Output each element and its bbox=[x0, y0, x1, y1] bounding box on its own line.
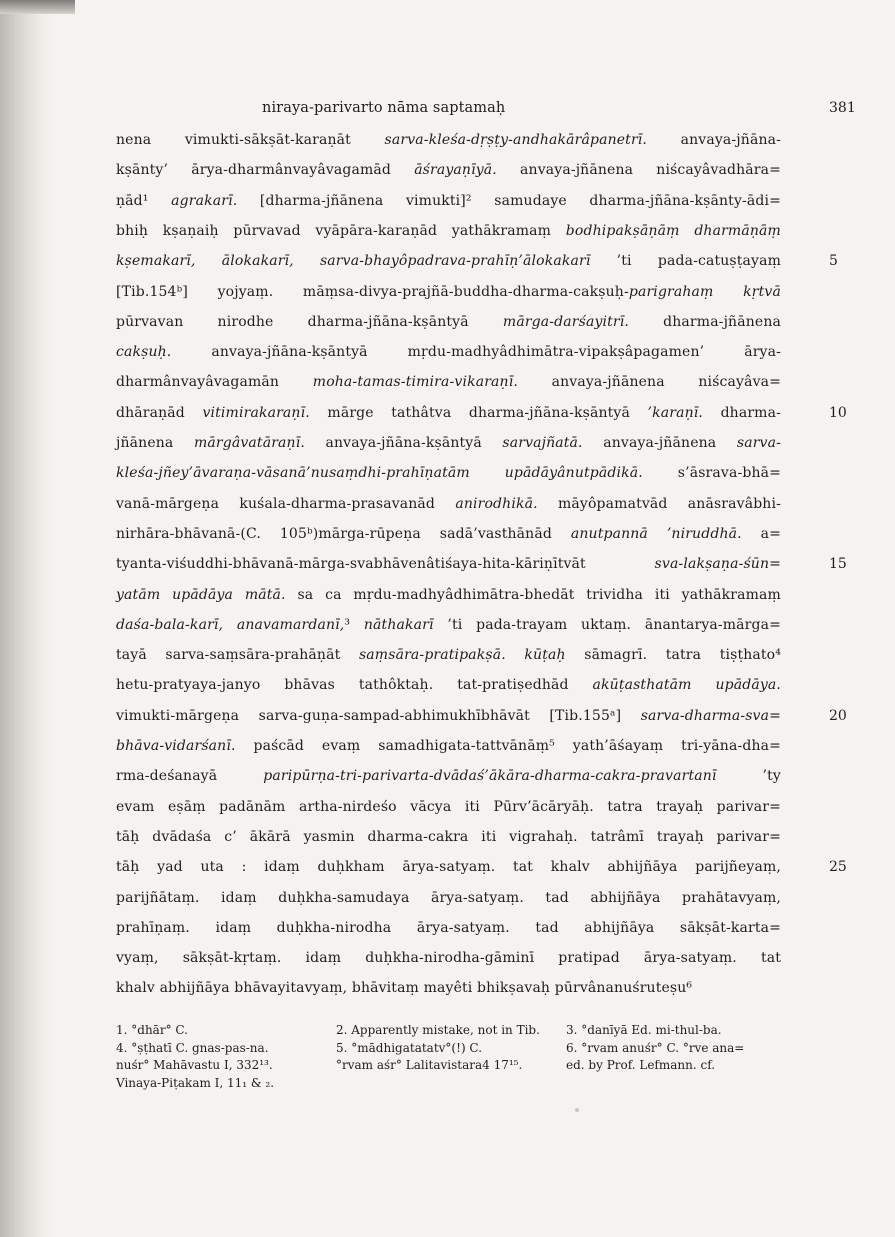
text-segment: dharma- bbox=[703, 404, 781, 421]
text-segment: tyanta-viśuddhi-bhāvanā-mārga-svabhāvenâtiśaya-hita-kāriṇītvāt bbox=[116, 556, 655, 573]
text-line bbox=[116, 342, 781, 362]
text-segment: paścād evaṃ samadhigata-tattvānāṃ⁵ yath’āśayaṃ tri-yāna-dha= bbox=[235, 738, 781, 754]
italic-text-segment: yatām upādāya mātā. bbox=[116, 586, 286, 603]
text-segment: vyaṃ, sākṣāt-kṛtaṃ. idaṃ duḥkha-nirodha-gāminī pratipad ārya-satyaṃ. tat bbox=[116, 950, 781, 967]
text-line bbox=[116, 372, 781, 392]
italic-text-segment: sarva-dharma-sva= bbox=[640, 707, 781, 724]
text-line bbox=[116, 766, 781, 786]
text-segment: sāmagrī. tatra tiṣṭhato⁴ bbox=[565, 647, 781, 664]
page-number: 381 bbox=[829, 100, 856, 116]
text-line bbox=[116, 706, 781, 726]
text-segment: vimukti-mārgeṇa sarva-guṇa-sampad-abhimukhībhāvāt [Tib.155ᵃ] bbox=[116, 707, 641, 724]
footnote-entry: 6. °rvam anuśr° C. °rve ana= bbox=[566, 1040, 745, 1055]
margin-line-number: 10 bbox=[829, 404, 847, 421]
italic-text-segment: ’karaṇī. bbox=[647, 404, 703, 421]
text-line bbox=[116, 191, 781, 211]
italic-text-segment: anirodhikā. bbox=[455, 495, 538, 512]
text-line bbox=[116, 221, 781, 241]
italic-text-segment: anutpannā ’niruddhā. bbox=[570, 525, 742, 542]
italic-text-segment: āśrayaṇīyā. bbox=[414, 162, 497, 179]
text-segment bbox=[506, 647, 525, 663]
text-segment: evam eṣāṃ padānām artha-nirdeśo vācya iti Pūrv’ācāryāḥ. tatra trayaḥ parivar= bbox=[116, 798, 781, 815]
text-line bbox=[116, 888, 781, 908]
text-segment: rma-deśanayā bbox=[116, 768, 264, 785]
text-segment: [dharma-jñānena vimukti]² samudaye dharma-jñāna-kṣānty-ādi= bbox=[237, 192, 781, 209]
paper-speck bbox=[575, 1108, 579, 1112]
text-line bbox=[116, 463, 781, 483]
text-segment: dharmânvayâvagamān bbox=[116, 374, 313, 391]
italic-text-segment: kṣemakarī, ālokakarī, sarva-bhayôpadrava-prahīṇ’ālokakarī bbox=[116, 253, 591, 270]
footnote-entry: 4. °ṣṭhatī C. gnas-pas-na. bbox=[116, 1040, 269, 1055]
text-line bbox=[116, 282, 781, 302]
text-segment: dharma-jñānena bbox=[628, 313, 781, 330]
text-segment: hetu-pratyaya-janyo bhāvas tathôktaḥ. tat-pratiṣedhād bbox=[116, 677, 593, 694]
footnote-entry: nuśr° Mahāvastu I, 332¹³. bbox=[116, 1058, 273, 1072]
italic-text-segment: daśa-bala-karī, anavamardanī, bbox=[116, 616, 345, 633]
text-segment: māyôpamatvād anāsravâbhi- bbox=[537, 495, 781, 512]
text-line bbox=[116, 433, 781, 453]
italic-text-segment: saṃsāra-pratipakṣā. bbox=[358, 647, 506, 664]
text-segment: a= bbox=[741, 525, 782, 542]
italic-text-segment: sarva-kleśa-dṛṣṭy-andhakārâpanetrī. bbox=[384, 132, 648, 148]
scanned-page-edge-shadow bbox=[0, 0, 52, 1237]
text-line bbox=[116, 797, 781, 817]
text-segment: [Tib.154ᵇ] yojyaṃ. māṃsa-divya-prajñā-buddha-dharma-cakṣuḥ- bbox=[116, 283, 629, 300]
text-segment: ṇād¹ bbox=[116, 192, 172, 209]
margin-line-number: 5 bbox=[829, 253, 838, 270]
italic-text-segment: bhāva-vidarśanī. bbox=[116, 738, 236, 754]
text-segment: ’ty bbox=[716, 768, 781, 785]
footnote-entry: 3. °danīyā Ed. mi-thul-ba. bbox=[566, 1023, 722, 1037]
text-segment: khalv abhijñāya bhāvayitavyaṃ, bhāvitaṃ mayêti bhikṣavaḥ pūrvânanuśruteṣu⁶ bbox=[116, 980, 693, 997]
footnote-entry: Vinaya-Piṭakam I, 11₁ & ₂. bbox=[116, 1075, 275, 1090]
text-line bbox=[116, 494, 781, 514]
text-line bbox=[116, 251, 781, 271]
text-segment: tayā sarva-saṃsāra-prahāṇāt bbox=[116, 647, 359, 664]
footnote-entry: 1. °dhār° C. bbox=[116, 1023, 188, 1037]
italic-text-segment: sarva- bbox=[736, 435, 781, 451]
margin-line-number: 20 bbox=[829, 707, 847, 724]
text-segment: anvaya-jñānena niścayâva= bbox=[517, 374, 782, 391]
text-segment: parijñātaṃ. idaṃ duḥkha-samudaya ārya-satyaṃ. tad abhijñāya prahātavyaṃ, bbox=[116, 889, 781, 906]
text-line bbox=[116, 675, 781, 695]
text-line bbox=[116, 312, 781, 332]
italic-text-segment: mārgâvatāraṇī. bbox=[194, 435, 305, 451]
text-segment: nena vimukti-sākṣāt-karaṇāt bbox=[116, 132, 385, 148]
text-line bbox=[116, 554, 781, 574]
text-segment: tāḥ yad uta : idaṃ duḥkham ārya-satyaṃ. tat khalv abhijñāya parijñeyaṃ, bbox=[116, 859, 781, 876]
text-segment: pūrvavan nirodhe dharma-jñāna-kṣāntyā bbox=[116, 313, 503, 330]
text-segment: mārge tathâtva dharma-jñāna-kṣāntyā bbox=[309, 404, 648, 421]
text-segment: vanā-mārgeṇa kuśala-dharma-prasavanād bbox=[116, 495, 456, 512]
text-line bbox=[116, 160, 781, 180]
text-line bbox=[116, 736, 781, 756]
text-segment: kṣānty’ ārya-dharmânvayâvagamād bbox=[116, 162, 415, 179]
text-segment: anvaya-jñāna- bbox=[647, 132, 781, 148]
italic-text-segment: mārga-darśayitrī. bbox=[502, 313, 629, 330]
text-segment: anvaya-jñāna-kṣāntyā bbox=[304, 435, 503, 451]
text-line bbox=[116, 948, 781, 968]
italic-text-segment: agrakarī. bbox=[171, 192, 238, 209]
text-segment: sa ca mṛdu-madhyâdhimātra-bhedāt trividha iti yathākramaṃ bbox=[285, 586, 781, 603]
text-segment: anvaya-jñānena bbox=[582, 435, 737, 451]
text-segment: ’ti pada-catuṣṭayaṃ bbox=[590, 253, 781, 270]
italic-text-segment: cakṣuḥ. bbox=[116, 344, 172, 361]
footnote-entry: ed. by Prof. Lefmann. cf. bbox=[566, 1058, 716, 1072]
text-line bbox=[116, 585, 781, 605]
italic-text-segment: nāthakarī bbox=[363, 616, 434, 633]
italic-text-segment: vitimirakaraṇī. bbox=[202, 404, 310, 421]
footnote-entry: 2. Apparently mistake, not in Tib. bbox=[336, 1023, 540, 1037]
text-segment: dhāraṇād bbox=[116, 404, 203, 421]
italic-text-segment: sva-lakṣaṇa-śūn= bbox=[654, 556, 781, 573]
text-segment: ³ bbox=[344, 616, 364, 633]
text-segment: jñānena bbox=[116, 435, 194, 451]
text-segment: prahīṇaṃ. idaṃ duḥkha-nirodha ārya-satyaṃ. tad abhijñāya sākṣāt-karta= bbox=[116, 919, 781, 936]
text-line bbox=[116, 857, 781, 877]
text-line bbox=[116, 524, 781, 544]
italic-text-segment: kūṭaḥ bbox=[524, 647, 566, 664]
scanned-page-corner bbox=[0, 0, 75, 14]
text-segment: anvaya-jñānena niścayâvadhāra= bbox=[496, 162, 781, 179]
margin-line-number: 15 bbox=[829, 556, 847, 573]
italic-text-segment: sarvajñatā. bbox=[502, 435, 583, 451]
footnote-entry: 5. °mādhigatatatv°(!) C. bbox=[336, 1040, 483, 1055]
text-line bbox=[116, 130, 781, 150]
italic-text-segment: akūṭasthatām upādāya. bbox=[592, 677, 781, 694]
margin-line-number: 25 bbox=[829, 859, 847, 876]
italic-text-segment: paripūrṇa-tri-parivarta-dvādaś’ākāra-dharma-cakra-pravartanī bbox=[263, 768, 717, 785]
text-line bbox=[116, 645, 781, 665]
text-line bbox=[116, 918, 781, 938]
text-segment: bhiḥ kṣaṇaiḥ pūrvavad vyāpāra-karaṇād yathākramaṃ bbox=[116, 222, 566, 239]
italic-text-segment: moha-tamas-timira-vikaraṇī. bbox=[312, 374, 518, 391]
text-segment: nirhāra-bhāvanā-(C. 105ᵇ)mārga-rūpeṇa sadā’vasthānād bbox=[116, 525, 571, 542]
text-segment: anvaya-jñāna-kṣāntyā mṛdu-madhyâdhimātra-vipakṣâpagamen’ ārya- bbox=[171, 344, 781, 361]
text-segment: s’āsrava-bhā= bbox=[642, 465, 781, 482]
text-line bbox=[116, 827, 781, 847]
text-line bbox=[116, 403, 781, 423]
italic-text-segment: kleśa-jñey’āvaraṇa-vāsanā’nusaṃdhi-prahīṇatām upādāyânutpādikā. bbox=[116, 465, 643, 482]
text-segment: tāḥ dvādaśa c’ ākārā yasmin dharma-cakra iti vigrahaḥ. tatrâmī trayaḥ parivar= bbox=[116, 828, 781, 845]
italic-text-segment: bodhipakṣāṇāṃ dharmāṇāṃ bbox=[565, 222, 782, 239]
text-line bbox=[116, 615, 781, 635]
running-title: niraya-parivarto nāma saptamaḥ bbox=[262, 100, 506, 116]
text-line bbox=[116, 978, 781, 998]
text-segment: ’ti pada-trayam uktaṃ. ānantarya-mārga= bbox=[433, 616, 782, 633]
italic-text-segment: parigrahaṃ kṛtvā bbox=[628, 283, 781, 300]
footnote-entry: °rvam aśr° Lalitavistara4 17¹⁵. bbox=[336, 1058, 523, 1072]
